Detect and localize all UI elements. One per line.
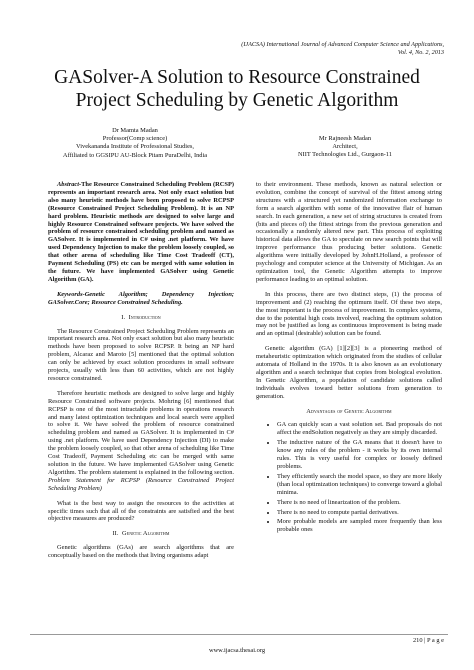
- paper-title: [0, 67, 474, 112]
- abstract: [48, 181, 234, 284]
- author-name: Mr Rajneesh Madan: [318, 135, 372, 142]
- abstract-label: Abstract-: [57, 181, 82, 188]
- left-column: [48, 181, 234, 567]
- paragraph: Genetic algorithm (GA) [1][2][3] is a pioneering method of metaheuristic optimization which originated from the studies of cellular automata of Holland in the 1970s. It is also known as an evolutionary algorithm and a search technique that copies from biological evolution. In Genetic Algorithm, a population of candidate solutions called individuals evolves toward better solutions from generation to generation.: [256, 345, 442, 400]
- paragraph: The Resource Constrained Project Scheduling Problem represents an important research area. Not only exact solution but also many heuristic methods have been proposed to solve RCPSP. It being an NP hard problem, Alcaraz and Maroto [5] mentioned that the optimal solution can only be achieved by exact solution procedures in small software projects, usually with less than 60 activities, which are not highly resource constrained.: [48, 327, 234, 382]
- author-affiliation: Affiliated to GGSIPU AU-Block Pitam PuraDelhi, India: [62, 151, 208, 159]
- page-number: 210 | P a g e: [412, 637, 444, 644]
- author-name: Dr Mamta Madan: [112, 127, 158, 134]
- journal-name: (IJACSA) International Journal of Advanced Computer Science and Applications,: [241, 41, 444, 48]
- author-block-2: [265, 135, 425, 160]
- keywords: Keywords-Genetic Algorithm; Dependency Injection; GASolver.Core; Resource Constrained Scheduling.: [48, 290, 234, 306]
- list-item: • GA can quickly scan a vast solution set. Bad proposals do not affect the endSolution negatively as they are simply discarded.: [277, 421, 442, 437]
- list-item: • There is no need to compute partial derivatives.: [277, 509, 442, 517]
- author-affiliation: Vivekananda Institute of Professional Studies,: [76, 143, 194, 151]
- paragraph: In this process, there are two distinct steps, (1) the process of improvement and (2) reaching the optimum itself. Of these two steps, the most important is the process of improvement. In complex systems, due to the potential high costs involved, reaching the optimum solution may not be justified as long as continuous improvement is being made and an optimal (desirable) solution can be found.: [256, 290, 442, 338]
- list-item: • More probable models are sampled more frequently than less probable ones: [277, 518, 442, 534]
- right-column: [256, 181, 442, 536]
- list-item: • There is no need of linearization of the problem.: [277, 499, 442, 507]
- section-heading-genetic-algorithm: II. Genetic Algorithm: [112, 530, 170, 538]
- list-item: • They efficiently search the model space, so they are more likely (than local optimization techniques) to converge toward a global minima.: [277, 473, 442, 497]
- paragraph: Genetic algorithms (GAs) are search algorithms that are conceptually based on the methods that living organisms adapt: [48, 544, 234, 560]
- title-line-1: GASolver-A Solution to Resource Constrained: [54, 67, 420, 88]
- paragraph: Therefore heuristic methods are designed to solve large and highly Resource Constrained software projects. Mohring [6] mentioned that RCPSP is one of the most intractable problems in operations research and many latest optimization techniques and local search were applied to solve it. We have solved the problem of resource constrained scheduling problem and named as GASolver. It is implemented in C# using .net platform. We have used Dependency Injection (DI) to make the problem loosely coupled, so that other arena of scheduling like Time Cost Tradeoff, Payment Scheduling etc can be merged with same solution in the future. We have implemented GASolver using Genetic Algorithm. The problem statement is explained in the following section. Problem Statement for RCPSP (Resource Constrained Project Scheduling Problem): [48, 389, 234, 492]
- running-head: [144, 41, 444, 57]
- paragraph: What is the best way to assign the resources to the activities at specific times such that all of the constraints are satisfied and the best objective measures are produced?: [48, 499, 234, 523]
- author-affiliation: NIIT Technologies Ltd., Gurgaon-11: [298, 151, 392, 159]
- author-role: Architect,: [332, 143, 358, 151]
- author-block-1: [40, 127, 230, 160]
- title-line-2: Project Scheduling by Genetic Algorithm: [75, 89, 399, 111]
- abstract-text: The Resource Constrained Scheduling Problem (RCSP) represents an important research area. Not only exact solution but also many heuristic methods have been proposed to solve RCPSP (Resource Constrained Project Scheduling Problem). It is an NP hard problem. Heuristic methods are designed to solve large and highly Resource Constrained software projects. We have solved the problem of resource constrained scheduling problem and named as GASolver. It is implemented in C# using .net platform. We have used Dependency Injection to make the problem loosely coupled, so that other arena of scheduling like Time Cost Tradeoff (CT), Payment Scheduling (PS) etc can be merged with same solution in the future. We have implemented GASolver using Genetic Algorithm (GA).: [48, 181, 234, 283]
- author-role: Professor(Comp science): [102, 135, 168, 143]
- paragraph: to their environment. These methods, known as natural selection or evolution, combine the concept of survival of the fittest among string structures with a structured yet randomized information exchange to form a search algorithm with some of the innovative flair of human search. In each generation, a new set of string structures is created from (bits and pieces of) the fittest strings from the previous generation and occasionally a randomly altered new part. This process of exploiting historical data allows the GA to speculate on new search points that will improve performance thus producing better solutions. Genetic algorithms were initially developed by JohnH.Holland, a professor of psychology and computer science at the University of Michigan. As an optimization tool, the Genetic Algorithm attempts to improve performance leading to an optimal solution.: [256, 181, 442, 283]
- journal-url: www.ijacsa.thesai.org: [208, 647, 266, 654]
- problem-statement-label: Problem Statement for RCPSP (Resource Constrained Project Scheduling Problem): [48, 476, 234, 492]
- list-item: • The inductive nature of the GA means that it doesn't have to know any rules of the problem - it works by its own internal rules. This is very useful for complex or loosely defined problems.: [277, 439, 442, 471]
- section-heading-introduction: I. Introduction: [121, 313, 161, 321]
- journal-volume: Vol. 4, No. 2, 2013: [397, 49, 444, 56]
- subsection-heading-advantages: Advantages of Genetic Algorithm: [306, 407, 392, 415]
- footer-divider: [30, 634, 448, 635]
- advantages-list: [256, 421, 442, 534]
